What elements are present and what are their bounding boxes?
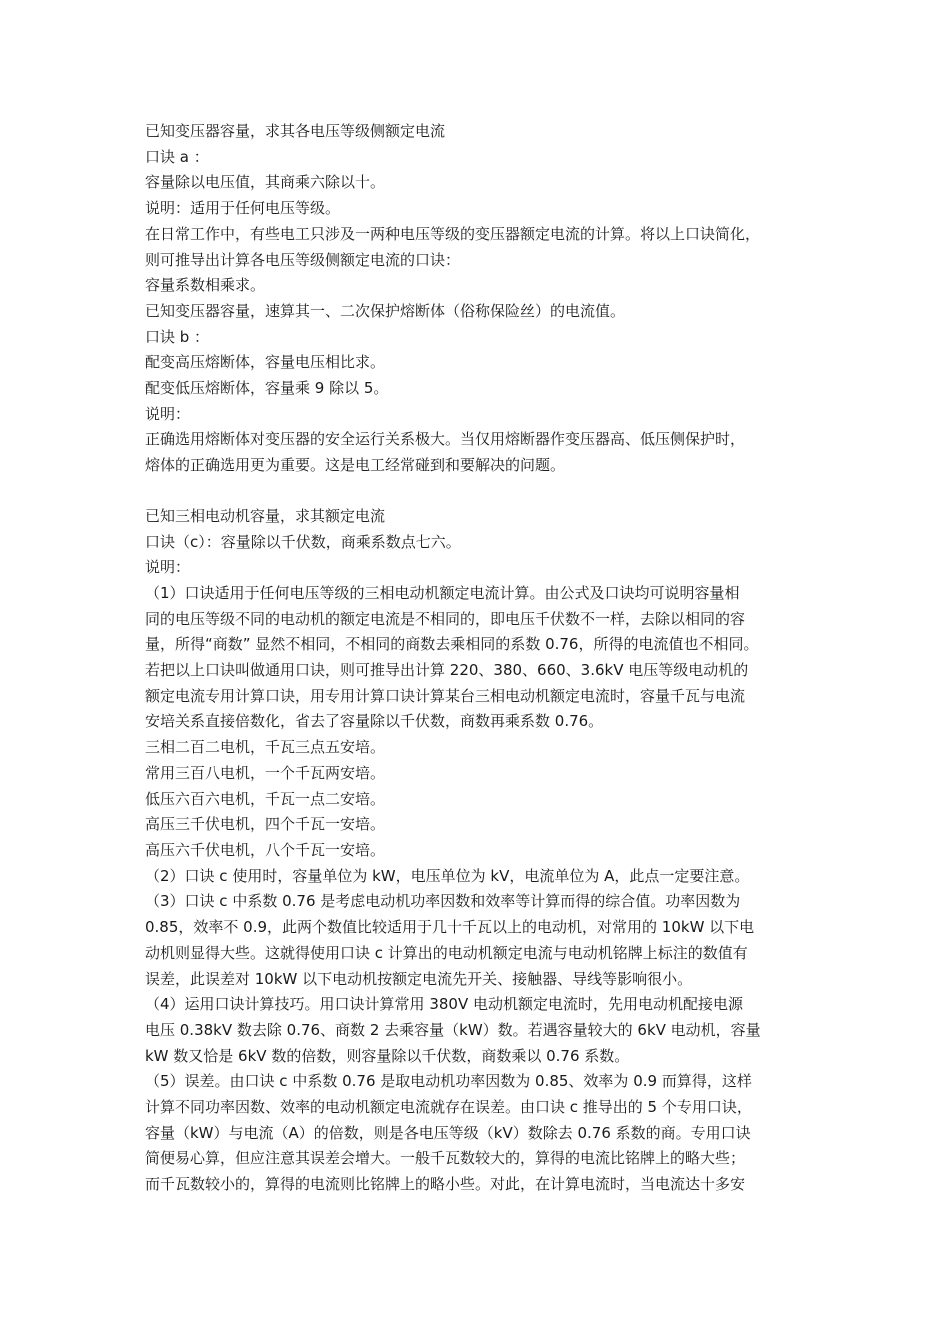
text-line: 0.85，效率不 0.9，此两个数值比较适用于几十千瓦以上的电动机，对常用的 10kW 以下电 (145, 918, 755, 937)
text-line: 高压六千伏电机，八个千瓦一安培。 (145, 840, 386, 859)
text-line: 已知变压器容量，求其各电压等级侧额定电流 (145, 122, 446, 140)
text-line: 容量（kW）与电流（A）的倍数，则是各电压等级（kV）数除去 0.76 系数的商。专用口诀 (145, 1123, 751, 1142)
text-line: 量，所得“商数” 显然不相同，不相同的商数去乘相同的系数 0.76，所得的电流值也不相同。 (145, 635, 759, 654)
text-line: 简便易心算，但应注意其误差会增大。一般千瓦数较大的，算得的电流比铭牌上的略大些； (145, 1149, 746, 1168)
text-line: kW 数又恰是 6kV 数的倍数，则容量除以千伏数，商数乘以 0.76 系数。 (145, 1046, 630, 1065)
text-line: 口诀 a ： (145, 147, 209, 166)
text-line: 则可推导出计算各电压等级侧额定电流的口诀： (145, 250, 461, 269)
text-line: （5）误差。由口诀 c 中系数 0.76 是取电动机功率因数为 0.85、效率为 0.9 而算得，这样 (145, 1072, 752, 1091)
text-line: 在日常工作中，有些电工只涉及一两种电压等级的变压器额定电流的计算。将以上口诀简化， (145, 224, 761, 243)
text-line: 口诀（c）：容量除以千伏数，商乘系数点七六。 (145, 532, 461, 551)
section-transformer (145, 119, 810, 479)
text-line: 若把以上口诀叫做通用口诀，则可推导出计算 220、380、660、3.6kV 电压等级电动机的 (145, 661, 749, 680)
text-line: 说明：适用于任何电压等级。 (145, 199, 341, 218)
text-line: 同的电压等级不同的电动机的额定电流是不相同的，即电压千伏数不一样，去除以相同的容 (145, 609, 746, 628)
text-line: 额定电流专用计算口诀，用专用计算口诀计算某台三相电动机额定电流时，容量千瓦与电流 (145, 686, 746, 705)
text-line: （1）口诀适用于任何电压等级的三相电动机额定电流计算。由公式及口诀均可说明容量相 (145, 583, 740, 602)
text-line: 说明： (145, 558, 191, 577)
text-line: （4）运用口诀计算技巧。用口诀计算常用 380V 电动机额定电流时，先用电动机配接电源 (145, 995, 743, 1014)
text-line: 低压六百六电机，千瓦一点二安培。 (145, 789, 386, 808)
section-gap (145, 479, 810, 504)
text-line: 容量除以电压值，其商乘六除以十。 (145, 173, 386, 192)
text-line: 口诀 b ： (145, 327, 210, 346)
text-line: 已知三相电动机容量，求其额定电流 (145, 506, 386, 525)
text-line: 高压三千伏电机，四个千瓦一安培。 (145, 815, 386, 834)
text-line: 已知变压器容量，速算其一、二次保护熔断体（俗称保险丝）的电流值。 (145, 301, 626, 320)
text-line: 说明： (145, 404, 191, 423)
text-line: 配变低压熔断体，容量乘 9 除以 5。 (145, 379, 389, 398)
text-line: （3）口诀 c 中系数 0.76 是考虑电动机功率因数和效率等计算而得的综合值。功率因数为 (145, 892, 741, 911)
text-line: 正确选用熔断体对变压器的安全运行关系极大。当仅用熔断器作变压器高、低压侧保护时， (145, 430, 746, 449)
text-line: 误差，此误差对 10kW 以下电动机按额定电流先开关、接触器、导线等影响很小。 (145, 969, 693, 988)
text-line: 容量系数相乘求。 (145, 276, 266, 295)
text-line: 三相二百二电机，千瓦三点五安培。 (145, 738, 386, 757)
document-body (145, 119, 810, 1198)
text-line: 动机则显得大些。这就得使用口诀 c 计算出的电动机额定电流与电动机铭牌上标注的数值有 (145, 943, 748, 962)
text-line: 而千瓦数较小的，算得的电流则比铭牌上的略小些。对此，在计算电流时，当电流达十多安 (145, 1175, 746, 1194)
section-motor (145, 504, 810, 1198)
text-line: 配变高压熔断体，容量电压相比求。 (145, 353, 386, 372)
text-line: 安培关系直接倍数化，省去了容量除以千伏数，商数再乘系数 0.76。 (145, 712, 604, 731)
text-line: 常用三百八电机，一个千瓦两安培。 (145, 763, 386, 782)
text-line: 电压 0.38kV 数去除 0.76、商数 2 去乘容量（kW）数。若遇容量较大的 6kV 电动机，容量 (145, 1020, 761, 1039)
text-line: （2）口诀 c 使用时，容量单位为 kW，电压单位为 kV，电流单位为 A，此点一定要注意。 (145, 866, 750, 885)
text-line: 熔体的正确选用更为重要。这是电工经常碰到和要解决的问题。 (145, 456, 566, 475)
text-line: 计算不同功率因数、效率的电动机额定电流就存在误差。由口诀 c 推导出的 5 个专用口诀， (145, 1098, 752, 1117)
